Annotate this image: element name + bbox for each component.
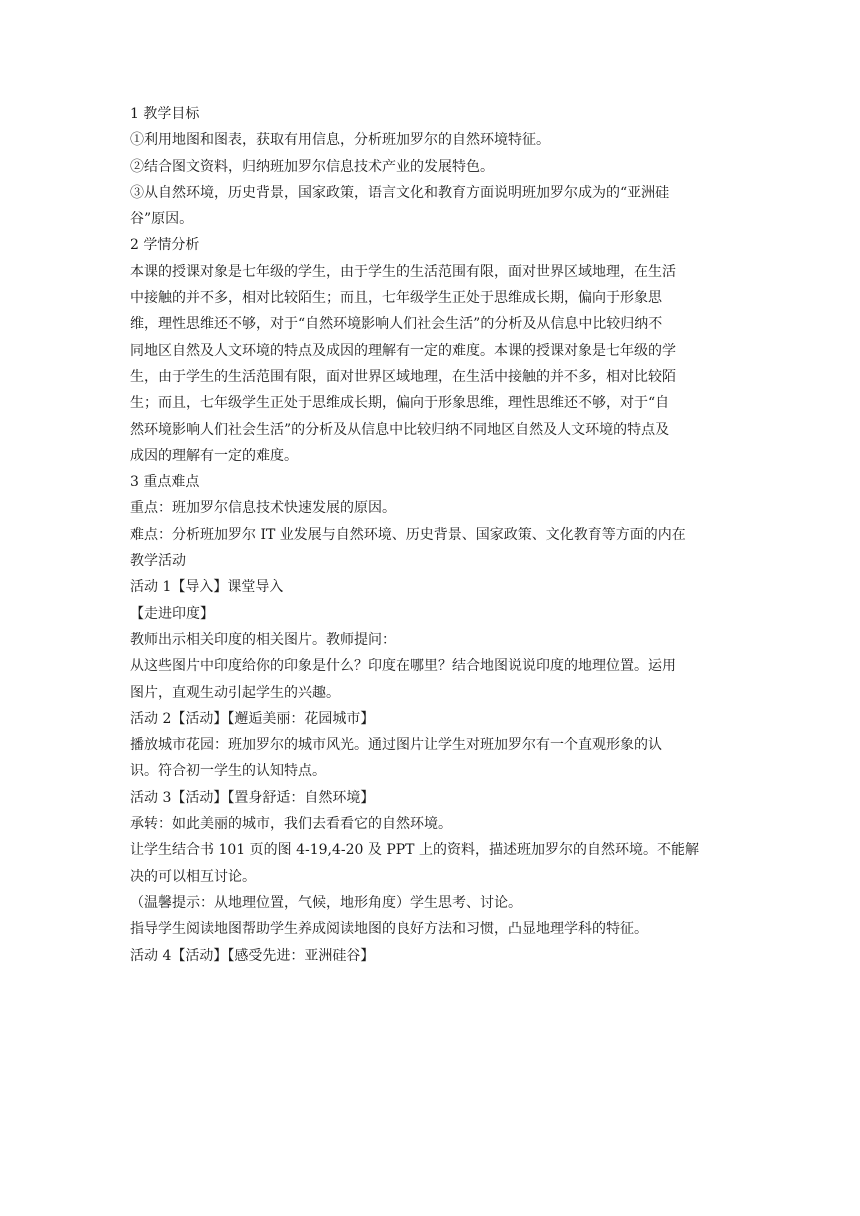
activity-3-text: 让学生结合书 101 页的图 4-19,4-20 及 PPT 上的资料，描述班加罗尔的自然环境。不能解 [130,842,699,859]
activity-3-title: 活动 3【活动】【置身舒适：自然环境】 [130,789,375,806]
activity-1-text: 图片，直观生动引起学生的兴趣。 [130,684,340,701]
activity-3-text: （温馨提示：从地理位置，气候，地形角度）学生思考、讨论。 [130,894,522,911]
paragraph-line: 生；而且，七年级学生正处于思维成长期，偏向于形象思维，理性思维还不够，对于“自 [130,395,670,412]
activity-1-text: 教师出示相关印度的相关图片。教师提问： [130,631,396,648]
activity-2-title: 活动 2【活动】【邂逅美丽：花园城市】 [130,710,375,727]
heading-teaching-goals: 1 教学目标 [130,106,200,122]
activity-3-text: 决的可以相互讨论。 [130,868,256,885]
heading-key-points: 3 重点难点 [130,474,200,491]
heading-student-analysis: 2 学情分析 [130,237,200,254]
activity-2-text: 播放城市花园：班加罗尔的城市风光。通过图片让学生对班加罗尔有一个直观形象的认 [130,737,662,754]
goal-item-3-cont: 谷”原因。 [130,211,194,228]
document-page [130,101,734,969]
activity-2-text: 识。符合初一学生的认知特点。 [130,763,326,780]
activity-1-title: 活动 1【导入】课堂导入 [130,579,284,596]
paragraph-line: 生，由于学生的生活范围有限，面对世界区域地理，在生活中接触的并不多，相对比较陌 [130,368,676,385]
paragraph-line: 中接触的并不多，相对比较陌生；而且，七年级学生正处于思维成长期，偏向于形象思 [130,290,662,307]
activity-1-text: 从这些图片中印度给你的印象是什么？印度在哪里？结合地图说说印度的地理位置。运用 [130,658,676,675]
paragraph-line: 维，理性思维还不够，对于“自然环境影响人们社会生活”的分析及从信息中比较归纳不 [130,316,663,333]
key-point: 重点：班加罗尔信息技术快速发展的原因。 [130,500,396,517]
paragraph-line: 本课的授课对象是七年级的学生，由于学生的生活范围有限，面对世界区域地理，在生活 [130,263,676,280]
goal-item-2: ②结合图文资料，归纳班加罗尔信息技术产业的发展特色。 [130,158,494,175]
heading-activities: 教学活动 [130,553,186,570]
goal-item-1: ①利用地图和图表，获取有用信息，分析班加罗尔的自然环境特征。 [130,132,550,149]
paragraph-line: 然环境影响人们社会生活”的分析及从信息中比较归纳不同地区自然及人文环境的特点及 [130,421,670,438]
paragraph-line: 同地区自然及人文环境的特点及成因的理解有一定的难度。本课的授课对象是七年级的学 [130,342,676,359]
activity-3-text: 指导学生阅读地图帮助学生养成阅读地图的良好方法和习惯，凸显地理学科的特征。 [130,921,648,938]
activity-1-subtitle: 【走进印度】 [130,605,214,622]
activity-4-title: 活动 4【活动】【感受先进：亚洲硅谷】 [130,947,375,964]
difficult-point: 难点：分析班加罗尔 IT 业发展与自然环境、历史背景、国家政策、文化教育等方面的内在 [130,526,686,543]
activity-3-text: 承转：如此美丽的城市，我们去看看它的自然环境。 [130,816,452,833]
goal-item-3: ③从自然环境，历史背景，国家政策，语言文化和教育方面说明班加罗尔成为的“亚洲硅 [130,184,670,201]
paragraph-line: 成因的理解有一定的难度。 [130,447,298,464]
